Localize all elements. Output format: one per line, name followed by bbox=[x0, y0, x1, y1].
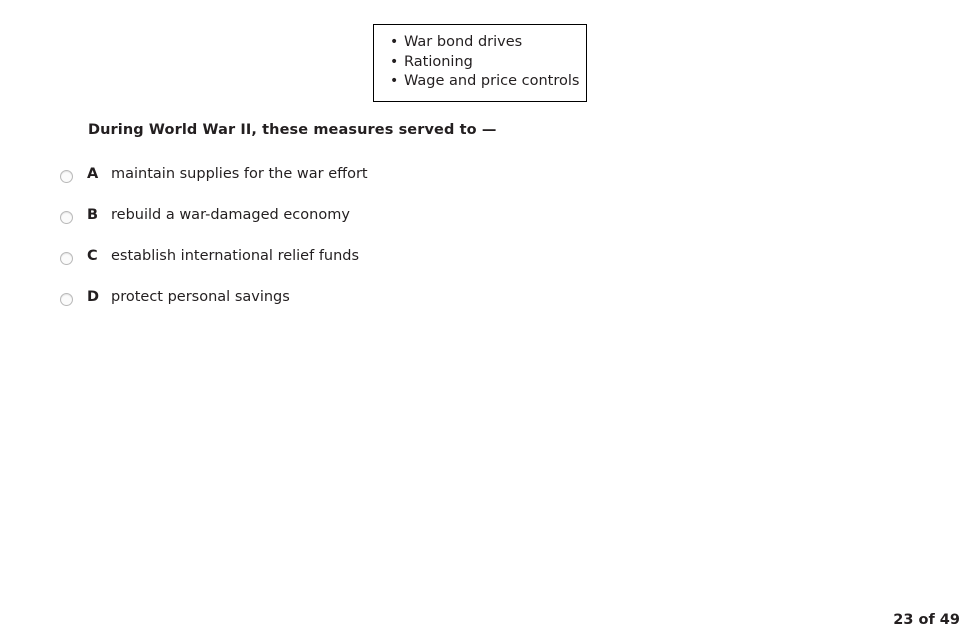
stimulus-list bbox=[384, 33, 580, 92]
answer-options bbox=[60, 165, 660, 329]
option-text: maintain supplies for the war effort bbox=[111, 166, 368, 182]
list-item: • Rationing bbox=[404, 53, 576, 73]
option-text: protect personal savings bbox=[111, 289, 290, 305]
radio-button-icon[interactable] bbox=[60, 211, 73, 224]
radio-button-icon[interactable] bbox=[60, 170, 73, 183]
option-text: rebuild a war-damaged economy bbox=[111, 207, 350, 223]
radio-button-icon[interactable] bbox=[60, 252, 73, 265]
option-b[interactable] bbox=[60, 206, 660, 247]
question-stem: During World War II, these measures served to — bbox=[88, 122, 497, 138]
page-counter: 23 of 49 bbox=[893, 612, 960, 628]
option-text: establish international relief funds bbox=[111, 248, 360, 264]
stimulus-box bbox=[373, 24, 587, 102]
option-letter: A bbox=[87, 166, 99, 182]
radio-button-icon[interactable] bbox=[60, 293, 73, 306]
option-letter: D bbox=[87, 289, 100, 305]
option-letter: B bbox=[87, 207, 99, 223]
list-item: • War bond drives bbox=[404, 33, 576, 53]
option-letter: C bbox=[87, 248, 98, 264]
option-c[interactable] bbox=[60, 247, 660, 288]
option-d[interactable] bbox=[60, 288, 660, 329]
option-a[interactable] bbox=[60, 165, 660, 206]
list-item: • Wage and price controls bbox=[404, 72, 576, 92]
